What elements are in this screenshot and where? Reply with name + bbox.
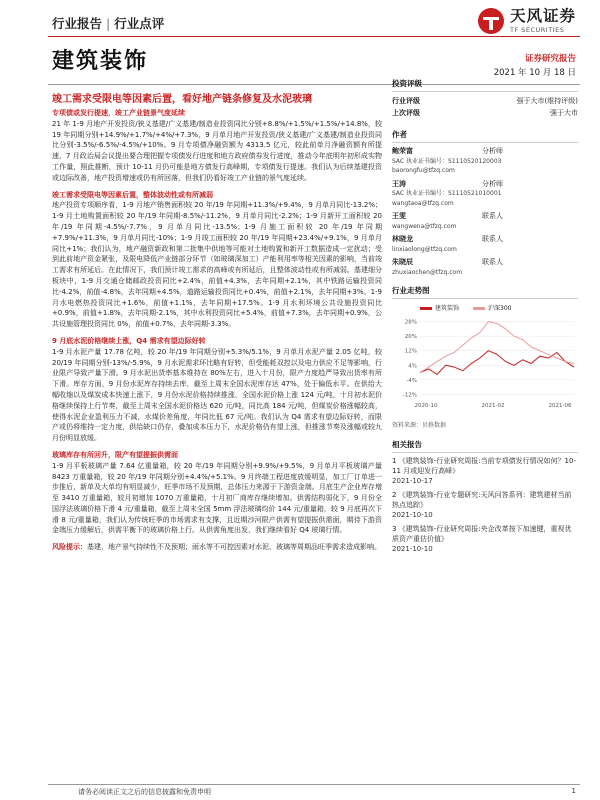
related-header: 相关报告 [392, 439, 578, 453]
tag-separator: | [106, 16, 111, 31]
related-title[interactable]: 3 《建筑装饰-行业研究周报:央企改革按下加速键，重视优质资产重估价值》 [392, 525, 572, 543]
page-number: 1 [571, 787, 576, 795]
tag-type: 行业点评 [114, 16, 165, 31]
section-heading: 玻璃库存有所回升，限产有望提振供需面 [52, 450, 178, 459]
author-entry [392, 180, 578, 209]
author-sac: SAC 执业证书编号：S1110520120003 [392, 157, 502, 165]
author-email[interactable]: wangtaoa@tfzq.com [392, 199, 454, 207]
risk-paragraph [52, 542, 382, 553]
risk-text: 基建、地产景气持续性不及预期；雨水等不可控因素对水泥、玻璃等周期品旺季需求造成影响。 [87, 543, 381, 552]
chart-source: 资料来源：贝格数据 [392, 422, 447, 429]
author-entry [392, 147, 578, 176]
rating-key: 上次评级 [392, 109, 420, 117]
tag-report: 行业报告 [52, 16, 103, 31]
legend-label: 沪深300 [488, 305, 512, 312]
related-date: 2021-10-10 [392, 545, 433, 553]
tf-logo [476, 6, 576, 36]
sidebar [392, 78, 578, 558]
series-line [420, 351, 574, 375]
y-tick-label: -12% [402, 392, 417, 399]
x-tick-label: 2021-02 [481, 403, 505, 409]
rating-row [392, 107, 578, 119]
y-tick-label: -4% [406, 377, 417, 384]
y-tick-label: 28% [404, 319, 417, 326]
author-role: 联系人 [482, 258, 503, 266]
related-date: 2021-10-10 [392, 511, 433, 519]
author-email[interactable]: zhuxiaochen@tfzq.com [392, 268, 463, 276]
risk-heading: 风险提示： [52, 543, 87, 552]
legend-label: 建筑装饰 [435, 305, 460, 312]
section-heading: 9 月底水泥价格继续上涨，Q4 需求有望边际好转 [52, 336, 206, 345]
section-heading: 竣工需求受限电等因素后置，整体波动性或有所减弱 [52, 190, 213, 199]
related-date: 2021-10-17 [392, 477, 433, 485]
author-name: 朱晓辰 [392, 258, 413, 266]
author-email[interactable]: baorongfu@tfzq.com [392, 167, 455, 174]
section-3 [52, 336, 382, 444]
author-entry [392, 258, 578, 277]
main-body [52, 108, 382, 559]
section-paragraph: 1-9 月平板玻璃产量 7.64 亿重量箱，较 20 年/19 年同期分别+9.9%/+9.5%，9 月单月平板玻璃产量 8423 万重量箱，较 20 年/19 年同期分别+4.4%/+5.1%。9 月终端工程进度放缓明显，加工厂订单进一步推后，新单及大单均有明显减少，旺季市场不及预期，总体压力来源于下游资金端。月底生产企业库存增至 3410 万重量箱，较月初增加 1070 万重量箱，十月初厂商库存继续增加。供需结构弱化下，9 月份全国浮法玻璃价格下滑 4 元/重量箱，截至上周末全国 5mm 浮法玻璃均价 144 元/重量箱，较 9 月底再次下滑 8 元/重量箱，我们认为传统旺季的市场需求有支撑，且近期沙河限产供需有望提振供需面，期待下游资金端压力缓解后，供需平衡下的玻璃价格上行。从供需角度出发，我们继续看好 Q4 玻璃行情。 [52, 461, 382, 535]
author-email[interactable]: linxiaolong@tfzq.com [392, 245, 457, 253]
top-divider [48, 36, 580, 37]
author-header: 作者 [392, 129, 578, 143]
trend-chart [392, 303, 578, 429]
footer [48, 784, 580, 796]
rating-header: 投资评级 [392, 78, 578, 92]
section-paragraph: 21 年 1-9 月地产开发投资/狭义基建/广义基建/制造业投资同比分别+8.8%/+1.5%/+1.5%/+14.8%，较 19 年同期分别+14.9%/+1.7%/+4%/+7.3%，9 月单月地产开发投资/狭义基建/广义基建/制造业投资同比分别-3.5%/-6.5%/-4.5%/+10%。9 月专项债净融资额为 4313.5 亿元，较此前单月净融资额有所提速，7 月政治局会议提出要合理把握专项债发行进度和地方政府债券发行进度，推动今年底明年初形成实物工作量，照此推断，预计 10-11 月仍可能是地方债发行高峰期，专项债发行提速。我们认为后续基建投资或边际改善，地产投资增速或仍有所回落，但我们仍看好竣工产业链的景气度延续。 [52, 119, 382, 182]
brand-name-en: TF SECURITIES [509, 25, 565, 34]
rating-row [392, 95, 578, 107]
author-role: 联系人 [482, 212, 503, 220]
report-tags [52, 14, 164, 32]
trend-chart-svg [392, 312, 578, 416]
author-email[interactable]: wangwena@tfzq.com [392, 222, 457, 230]
related-item[interactable] [392, 456, 578, 486]
report-title: 竣工需求受限电等因素后置，看好地产链条修复及水泥玻璃 [52, 94, 312, 105]
tf-logo-icon [476, 6, 506, 36]
department-label: 证券研究报告 [524, 54, 576, 64]
related-title[interactable]: 2 《建筑装饰-行业专题研究:天风问答系列：建筑建材当前热点追踪》 [392, 491, 572, 509]
section-4 [52, 450, 382, 536]
author-name: 林晓龙 [392, 235, 413, 243]
author-role: 联系人 [482, 235, 503, 243]
x-tick-label: 2020-10 [414, 403, 438, 409]
risk-section [52, 542, 382, 553]
y-tick-label: 20% [404, 334, 417, 341]
industry-title: 建筑装饰 [52, 49, 149, 74]
report-date: 2021 年 10 月 18 日 [493, 68, 576, 78]
rating-key: 行业评级 [392, 97, 420, 105]
author-entry [392, 212, 578, 231]
legend-item [420, 303, 459, 312]
related-list [392, 456, 578, 554]
rating-value: 强于大市 [550, 109, 578, 117]
related-title[interactable]: 1 《建筑装饰-行业研究周报:当前专项债发行情况如何？10-11 月或迎发行高峰》 [392, 457, 576, 475]
author-sac: SAC 执业证书编号：S1110521010001 [392, 190, 502, 197]
trend-header: 行业走势图 [392, 285, 578, 299]
related-item[interactable] [392, 524, 578, 554]
section-heading: 专项债或发行提速，竣工产业链景气度延续 [52, 109, 185, 117]
footer-disclaimer: 请务必阅读正文之后的信息披露和免责申明 [78, 788, 211, 796]
section-paragraph: 地产投资专项顺序看，1-9 月地产销售面积较 20 年/19 年同期+11.3%/+9.4%，9 月单月同比-13.2%；1-9 月土地购置面积较 20 年/19 年同期-8.5%/-11.2%，9 月单月同比-2.2%；1-9 月新开工面积较 20 年/19 年同期-4.5%/-7.7%，9 月单月同比-13.5%；1-9 月施工面积较 20 年/19 年同期+7.9%/+11.3%，9 月单月同比-10%；1-9 月竣工面积较 20 年/19 年同期+23.4%/+9.1%，9 月单月同比+1%；我们认为，地产融资新政和第二批集中供地等可能对土地购置和新开工数据造成一定扰动；受到此前地产资金紧张，及限电降低产业链部分环节（如玻璃深加工）产能利用率等相关因素的影响，当前竣工需求有所延后。在此情况下，我们预计竣工需求的高峰或有所延后，且整体波动性或有所减弱。基建细分板块中，1-9 月交通仓储邮政投资同比+2.4%，前值+4.3%，去年同期+2.1%，其中铁路运输投资同比-4.2%，前值-4.8%，去年同期+4.5%，道路运输投资同比+0.4%，前值+2.1%，去年同期+3%。1-9 月水电燃热投资同比+1.6%，前值+1.1%，去年同期+17.5%。1-9 月水利环境公共设施投资同比+0.9%，前值+1.8%，去年同期-2.1%，其中水利投资同比+5.4%，前值+7.3%，去年同期+0.9%，公共设施管理投资同比 0%，前值+0.7%，去年同期-3.3%。 [52, 201, 382, 329]
brand-name: 天风证券 [509, 7, 576, 25]
author-role: 分析师 [482, 147, 503, 155]
related-item[interactable] [392, 490, 578, 520]
section-2 [52, 190, 382, 330]
chart-legend [420, 303, 578, 312]
rating-value: 强于大市(维持评级) [516, 97, 578, 105]
section-1 [52, 108, 382, 184]
y-tick-label: 12% [404, 348, 417, 355]
x-tick-label: 2021-06 [548, 403, 572, 409]
author-name: 王涛 [392, 179, 406, 188]
section-paragraph: 1-9 月水泥产量 17.78 亿吨，较 20 年/19 年同期分别+5.3%/5.1%，9 月单月水泥产量 2.05 亿吨，较 20/19 年同期分别-13%/-5.9%，9 月水泥需求环比略有好转，但受能耗双控以及电力供应不足等影响，行业限产导致产量下滑。9 月水泥出货率基本维持在 80%左右，进入十月份，限产力度趋严导致出货率有所下滑。库存方面，9 月份水泥库存持续去库，截至上周末全国水泥库存达 47%，处于偏低水平。在供给大幅收缩以及煤炭成本快速上涨下，9 月份水泥价格持续推涨，全国水泥价格上涨 124 元/吨，十月初水泥价格继续保持上行节奏，截至上周末全国水泥价格达 620 元/吨，同比高 184 元/吨，但煤炭价格涨幅较高，使得水泥企业盈利压力不减，水煤价差角度，年同比低 67 元/吨。我们认为 Q4 需求有望边际好转，而限产或仍将维持一定力度，供给缺口仍存，叠加成本压力下，水泥价格仍有望上涨，但推涨节奏及涨幅或较九月份明显放缓。 [52, 347, 382, 443]
y-tick-label: 4% [408, 363, 417, 370]
series-line [420, 322, 574, 373]
author-name: 王雯 [392, 212, 406, 220]
legend-item [473, 303, 511, 312]
author-name: 鲍荣富 [392, 147, 413, 155]
author-entry [392, 235, 578, 254]
author-role: 分析师 [482, 179, 503, 188]
